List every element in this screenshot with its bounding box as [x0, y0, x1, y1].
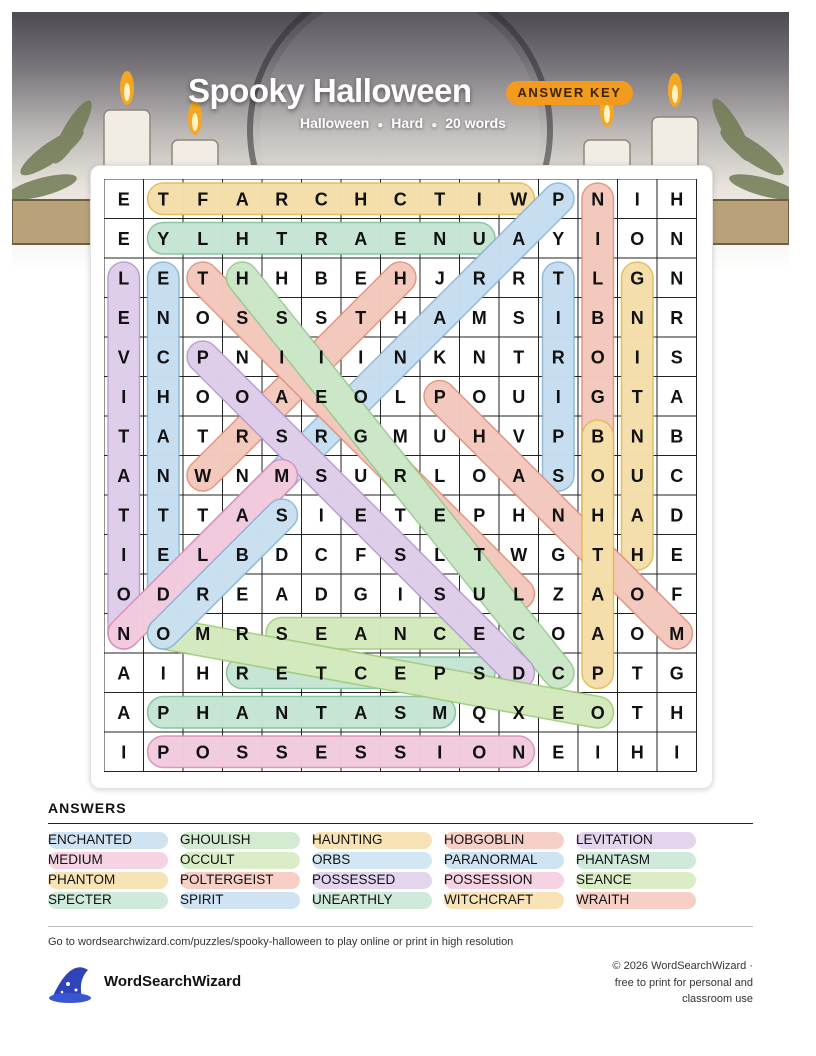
- grid-letter: L: [513, 584, 525, 605]
- grid-letter: D: [512, 663, 526, 684]
- grid-letter: G: [590, 386, 605, 407]
- grid-letter: N: [670, 268, 684, 289]
- answer-label: PARANORMAL: [444, 852, 538, 867]
- grid-letter: E: [433, 505, 446, 526]
- grid-letter: M: [392, 426, 408, 447]
- answer-label: POSSESSED: [312, 872, 396, 887]
- grid-letter: C: [393, 189, 407, 210]
- grid-letter: A: [591, 584, 605, 605]
- grid-letter: S: [394, 544, 407, 565]
- answer-word: [180, 891, 312, 909]
- page-title: Spooky Halloween: [188, 72, 472, 109]
- grid-letter: T: [355, 307, 367, 328]
- grid-letter: T: [315, 663, 327, 684]
- grid-letter: F: [197, 189, 209, 210]
- grid-letter: U: [512, 386, 526, 407]
- grid-letter: G: [353, 584, 368, 605]
- grid-letter: E: [157, 544, 170, 565]
- grid-letter: I: [555, 386, 561, 407]
- grid-letter: V: [512, 426, 525, 447]
- grid-letter: H: [354, 189, 368, 210]
- answer-word: [312, 871, 444, 889]
- grid-letter: O: [472, 742, 487, 763]
- grid-letter: A: [235, 505, 249, 526]
- grid-letter: O: [590, 465, 605, 486]
- grid-letter: A: [512, 465, 526, 486]
- grid-letter: A: [235, 702, 249, 723]
- grid-letter: U: [630, 465, 644, 486]
- grid-letter: T: [434, 189, 446, 210]
- grid-letter: A: [235, 189, 249, 210]
- grid-letter: R: [314, 426, 328, 447]
- grid-letter: R: [393, 465, 407, 486]
- grid-letter: N: [551, 505, 565, 526]
- answer-word: [180, 851, 312, 869]
- grid-letter: R: [235, 426, 249, 447]
- grid-letter: O: [551, 623, 566, 644]
- grid-letter: T: [631, 386, 643, 407]
- grid-letter: E: [275, 663, 288, 684]
- grid-letter: H: [630, 742, 644, 763]
- grid-letter: N: [156, 307, 170, 328]
- grid-letter: I: [121, 544, 127, 565]
- grid-letter: M: [669, 623, 685, 644]
- answers-divider: [48, 823, 753, 824]
- grid-letter: I: [555, 307, 561, 328]
- grid-letter: A: [433, 307, 447, 328]
- answer-word: [180, 831, 312, 849]
- grid-letter: H: [235, 228, 249, 249]
- grid-letter: E: [473, 623, 486, 644]
- grid-letter: N: [235, 465, 249, 486]
- grid-letter: A: [156, 426, 170, 447]
- grid-letter: A: [591, 623, 605, 644]
- grid-letter: T: [118, 426, 130, 447]
- grid-letter: O: [116, 584, 131, 605]
- grid-letter: M: [274, 465, 290, 486]
- grid-letter: S: [236, 742, 249, 763]
- grid-letter: B: [670, 426, 684, 447]
- grid-letter: N: [393, 347, 407, 368]
- grid-letter: E: [354, 505, 367, 526]
- grid-letter: I: [634, 347, 640, 368]
- grid-letter: T: [197, 505, 209, 526]
- grid-letter: C: [314, 189, 328, 210]
- answer-label: HOBGOBLIN: [444, 832, 525, 847]
- grid-letter: M: [471, 307, 487, 328]
- grid-letter: O: [590, 347, 605, 368]
- grid-letter: C: [433, 623, 447, 644]
- grid-letter: K: [433, 347, 447, 368]
- grid-letter: S: [512, 307, 525, 328]
- grid-letter: O: [195, 386, 210, 407]
- grid-letter: I: [279, 347, 285, 368]
- grid-letter: P: [157, 702, 170, 723]
- copyright: [563, 958, 753, 1008]
- answer-label: GHOULISH: [180, 832, 251, 847]
- grid-letter: U: [472, 584, 486, 605]
- copyright-line: free to print for personal and: [614, 976, 753, 989]
- answer-word: [444, 851, 576, 869]
- grid-letter: T: [552, 268, 564, 289]
- answer-label: PHANTOM: [48, 872, 116, 887]
- grid-letter: L: [434, 465, 446, 486]
- grid-letter: L: [434, 544, 446, 565]
- grid-letter: A: [354, 228, 368, 249]
- grid-letter: I: [318, 347, 324, 368]
- grid-letter: I: [634, 189, 640, 210]
- answer-word: [48, 891, 180, 909]
- grid-letter: A: [354, 702, 368, 723]
- grid-letter: Y: [552, 228, 565, 249]
- answer-word: [444, 871, 576, 889]
- grid-letter: O: [195, 742, 210, 763]
- grid-letter: B: [235, 544, 249, 565]
- grid-letter: N: [472, 347, 486, 368]
- grid-letter: R: [670, 307, 684, 328]
- grid-letter: B: [591, 307, 605, 328]
- grid-letter: T: [157, 505, 169, 526]
- grid-letter: E: [315, 623, 328, 644]
- grid-letter: E: [394, 663, 407, 684]
- answer-label: UNEARTHLY: [312, 892, 393, 907]
- meta-difficulty: Hard: [391, 115, 424, 131]
- grid-letter: S: [315, 465, 328, 486]
- grid-letter: I: [437, 742, 443, 763]
- grid-letter: W: [510, 544, 528, 565]
- answer-label: HAUNTING: [312, 832, 383, 847]
- grid-letter: T: [276, 228, 288, 249]
- grid-letter: G: [630, 268, 645, 289]
- answer-label: WRAITH: [576, 892, 630, 907]
- grid-letter: C: [670, 465, 684, 486]
- brand-name: WordSearchWizard: [104, 973, 242, 990]
- grid-letter: U: [433, 426, 447, 447]
- grid-letter: A: [117, 702, 131, 723]
- grid-letter: U: [472, 228, 486, 249]
- grid-letter: L: [197, 544, 209, 565]
- grid-letter: S: [354, 742, 367, 763]
- answer-label: POLTERGEIST: [180, 872, 274, 887]
- grid-letter: H: [472, 426, 486, 447]
- grid-letter: C: [512, 623, 526, 644]
- grid-letter: A: [275, 584, 289, 605]
- grid-letter: E: [157, 268, 170, 289]
- grid-letter: P: [591, 663, 604, 684]
- separator-dot-icon: ●: [431, 120, 438, 131]
- grid-letter: R: [551, 347, 565, 368]
- grid-letter: R: [275, 189, 289, 210]
- grid-letter: T: [473, 544, 485, 565]
- grid-letter: S: [236, 307, 249, 328]
- grid-letter: H: [393, 307, 407, 328]
- grid-letter: F: [671, 584, 683, 605]
- word-search-grid: [104, 179, 697, 772]
- grid-letter: I: [595, 228, 601, 249]
- answer-word: [48, 871, 180, 889]
- grid-letter: B: [314, 268, 328, 289]
- grid-letter: W: [194, 465, 212, 486]
- grid-letter: T: [631, 702, 643, 723]
- answer-word: [576, 871, 708, 889]
- grid-letter: T: [197, 268, 209, 289]
- answer-key-badge: ANSWER KEY: [506, 81, 633, 105]
- grid-letter: H: [235, 268, 249, 289]
- grid-letter: N: [235, 347, 249, 368]
- grid-letter: N: [630, 307, 644, 328]
- grid-letter: I: [160, 663, 166, 684]
- copyright-line: classroom use: [682, 993, 753, 1005]
- grid-letter: N: [275, 702, 289, 723]
- answers-list: [48, 831, 768, 909]
- grid-letter: A: [670, 386, 684, 407]
- answer-word: [444, 831, 576, 849]
- answer-word: [48, 851, 180, 869]
- answer-label: SPECTER: [48, 892, 112, 907]
- grid-letter: T: [197, 426, 209, 447]
- answer-word: [576, 891, 708, 909]
- answer-word: [312, 891, 444, 909]
- grid-letter: J: [434, 268, 445, 289]
- grid-letter: V: [117, 347, 130, 368]
- grid-letter: E: [394, 228, 407, 249]
- answer-label: LEVITATION: [576, 832, 653, 847]
- grid-letter: H: [591, 505, 605, 526]
- grid-letter: H: [670, 189, 684, 210]
- grid-letter: D: [314, 584, 328, 605]
- grid-letter: W: [510, 189, 528, 210]
- answer-label: MEDIUM: [48, 852, 103, 867]
- grid-letter: I: [358, 347, 364, 368]
- grid-letter: U: [354, 465, 368, 486]
- grid-letter: M: [195, 623, 211, 644]
- grid-letter: X: [512, 702, 525, 723]
- grid-letter: B: [591, 426, 605, 447]
- grid-letter: M: [432, 702, 448, 723]
- grid-letter: T: [118, 505, 130, 526]
- grid-letter: O: [235, 386, 250, 407]
- grid-letter: F: [355, 544, 367, 565]
- grid-letter: D: [156, 584, 170, 605]
- grid-letter: O: [630, 584, 645, 605]
- grid-letter: S: [275, 307, 288, 328]
- grid-letter: G: [551, 544, 566, 565]
- grid-letter: O: [353, 386, 368, 407]
- grid-letter: P: [196, 347, 209, 368]
- grid-letter: I: [595, 742, 601, 763]
- grid-letter: I: [318, 505, 324, 526]
- grid-letter: O: [630, 623, 645, 644]
- grid-letter: I: [121, 742, 127, 763]
- grid-letter: S: [315, 307, 328, 328]
- separator-dot-icon: ●: [377, 120, 384, 131]
- grid-letter: N: [670, 228, 684, 249]
- grid-letter: E: [236, 584, 249, 605]
- grid-letter: H: [630, 544, 644, 565]
- answer-label: PHANTASM: [576, 852, 651, 867]
- grid-letter: O: [472, 386, 487, 407]
- answer-word: [576, 831, 708, 849]
- grid-letter: A: [630, 505, 644, 526]
- grid-letter: E: [670, 544, 683, 565]
- grid-letter: I: [674, 742, 680, 763]
- grid-letter: C: [314, 544, 328, 565]
- grid-letter: H: [393, 268, 407, 289]
- grid-letter: L: [592, 268, 604, 289]
- grid-letter: N: [512, 742, 526, 763]
- grid-letter: A: [354, 623, 368, 644]
- answer-label: OCCULT: [180, 852, 235, 867]
- grid-letter: S: [552, 465, 565, 486]
- grid-letter: P: [433, 663, 446, 684]
- grid-letter: H: [275, 268, 289, 289]
- grid-letter: H: [156, 386, 170, 407]
- grid-letter: E: [117, 228, 130, 249]
- grid-letter: P: [552, 426, 565, 447]
- grid-letter: R: [196, 584, 210, 605]
- grid-letter: N: [630, 426, 644, 447]
- answer-word: [312, 831, 444, 849]
- grid-letter: C: [551, 663, 565, 684]
- grid-letter: I: [121, 386, 127, 407]
- answer-label: SPIRIT: [180, 892, 224, 907]
- grid-letter: N: [591, 189, 605, 210]
- grid-letter: E: [552, 702, 565, 723]
- grid-letter: S: [275, 505, 288, 526]
- grid-letter: R: [512, 268, 526, 289]
- grid-letter: I: [476, 189, 482, 210]
- grid-letter: S: [473, 663, 486, 684]
- grid-letter: N: [393, 623, 407, 644]
- footer-link-text[interactable]: Go to wordsearchwizard.com/puzzles/spooky-halloween to play online or print in high resolution: [48, 936, 514, 948]
- answer-word: [180, 871, 312, 889]
- meta-theme: Halloween: [300, 115, 370, 131]
- grid-letter: R: [472, 268, 486, 289]
- grid-letter: H: [512, 505, 526, 526]
- grid-letter: S: [394, 742, 407, 763]
- grid-letter: R: [235, 623, 249, 644]
- grid-letter: C: [354, 663, 368, 684]
- grid-letter: S: [275, 742, 288, 763]
- answer-label: POSSESSION: [444, 872, 533, 887]
- grid-letter: H: [196, 702, 210, 723]
- grid-letter: T: [315, 702, 327, 723]
- grid-letter: E: [552, 742, 565, 763]
- grid-letter: T: [394, 505, 406, 526]
- grid-letter: E: [117, 307, 130, 328]
- answer-word: [48, 831, 180, 849]
- grid-letter: T: [631, 663, 643, 684]
- wizard-hat-icon: [48, 964, 94, 1009]
- answer-label: WITCHCRAFT: [444, 892, 534, 907]
- grid-letter: S: [670, 347, 683, 368]
- grid-letter: H: [670, 702, 684, 723]
- grid-letter: D: [275, 544, 289, 565]
- answer-word: [576, 851, 708, 869]
- answers-heading: ANSWERS: [48, 800, 127, 816]
- grid-letter: Y: [157, 228, 170, 249]
- grid-letter: C: [156, 347, 170, 368]
- grid-letter: G: [669, 663, 684, 684]
- grid-letter: T: [157, 189, 169, 210]
- grid-letter: E: [315, 742, 328, 763]
- grid-letter: P: [433, 386, 446, 407]
- grid-letter: Q: [472, 702, 487, 723]
- grid-letter: T: [513, 347, 525, 368]
- grid-letter: O: [472, 465, 487, 486]
- grid-letter: A: [275, 386, 289, 407]
- grid-letter: A: [117, 465, 131, 486]
- grid-letter: P: [552, 189, 565, 210]
- grid-letter: N: [433, 228, 447, 249]
- grid-letter: O: [590, 702, 605, 723]
- grid-letter: O: [156, 623, 171, 644]
- grid-letter: G: [353, 426, 368, 447]
- grid-letter: H: [196, 663, 210, 684]
- copyright-line: © 2026 WordSearchWizard ·: [612, 960, 753, 972]
- grid-letter: L: [394, 386, 406, 407]
- grid-letter: N: [117, 623, 131, 644]
- grid-letter: S: [394, 702, 407, 723]
- grid-letter: S: [275, 426, 288, 447]
- grid-letter: P: [473, 505, 486, 526]
- answer-label: SEANCE: [576, 872, 632, 887]
- grid-letter: E: [315, 386, 328, 407]
- puzzle-meta: [300, 115, 506, 131]
- grid-letter: R: [314, 228, 328, 249]
- grid-letter: Z: [552, 584, 564, 605]
- grid-letter: D: [670, 505, 684, 526]
- grid-letter: E: [354, 268, 367, 289]
- grid-letter: A: [512, 228, 526, 249]
- grid-letter: O: [630, 228, 645, 249]
- answer-word: [444, 891, 576, 909]
- grid-letter: L: [118, 268, 130, 289]
- answer-label: ENCHANTED: [48, 832, 133, 847]
- grid-letter: S: [275, 623, 288, 644]
- grid-letter: N: [156, 465, 170, 486]
- grid-letter: A: [117, 663, 131, 684]
- grid-letter: I: [397, 584, 403, 605]
- grid-letter: E: [117, 189, 130, 210]
- grid-letter: L: [197, 228, 209, 249]
- grid-letter: O: [195, 307, 210, 328]
- grid-letter: R: [235, 663, 249, 684]
- grid-letter: P: [157, 742, 170, 763]
- meta-word-count: 20 words: [445, 115, 506, 131]
- grid-letter: T: [592, 544, 604, 565]
- answer-label: ORBS: [312, 852, 351, 867]
- answer-word: [312, 851, 444, 869]
- footer-divider: [48, 926, 753, 927]
- grid-letter: S: [433, 584, 446, 605]
